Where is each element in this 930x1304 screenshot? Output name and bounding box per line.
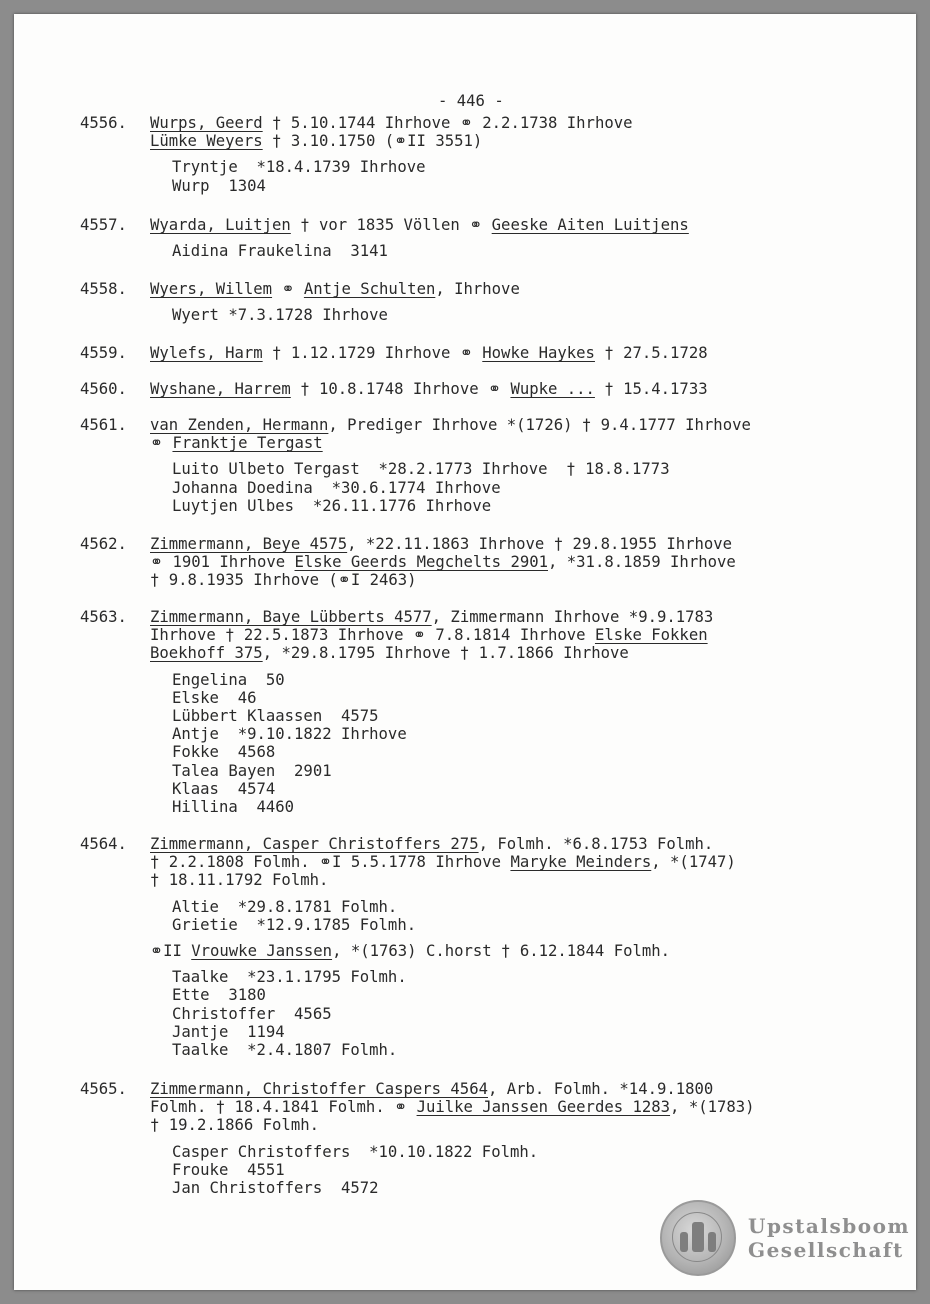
entry-line bbox=[150, 1080, 900, 1098]
entry-text: Folmh. † 18.4.1841 Folmh. ⚭ bbox=[150, 1098, 417, 1117]
children-list bbox=[172, 460, 900, 515]
entry-line bbox=[150, 280, 900, 298]
children-list bbox=[172, 242, 900, 260]
entry-4561 bbox=[80, 416, 900, 515]
entry-number: 4564. bbox=[80, 835, 127, 853]
person-name: Juilke Janssen Geerdes 1283 bbox=[416, 1098, 671, 1117]
entry-line bbox=[150, 535, 900, 553]
entry-text: † vor 1835 Völlen ⚭ bbox=[290, 216, 492, 234]
child-item: Talea Bayen 2901 bbox=[172, 761, 332, 780]
entry-4562 bbox=[80, 535, 900, 590]
person-name: Wyarda, Luitjen bbox=[150, 216, 291, 234]
child-item: Ette 3180 bbox=[172, 986, 266, 1005]
entry-line bbox=[150, 871, 900, 889]
society-brand bbox=[748, 1214, 910, 1262]
child-item: Christoffer 4565 bbox=[172, 1004, 332, 1023]
person-name: Wylefs, Harm bbox=[150, 344, 263, 362]
entry-line bbox=[150, 344, 900, 362]
entry-4560 bbox=[80, 380, 900, 398]
children-list bbox=[172, 671, 900, 817]
person-name: van Zenden, Hermann bbox=[150, 416, 329, 434]
entry-text: , Zimmermann Ihrhove *9.9.1783 bbox=[431, 608, 714, 626]
child-item: Jan Christoffers 4572 bbox=[172, 1178, 379, 1197]
person-name: Wurps, Geerd bbox=[150, 114, 263, 132]
entry-text: , *31.8.1859 Ihrhove bbox=[548, 553, 736, 572]
child-item: Altie *29.8.1781 Folmh. bbox=[172, 897, 398, 916]
document-page bbox=[14, 14, 916, 1290]
child-item: Elske 46 bbox=[172, 688, 257, 707]
entry-text: , Folmh. *6.8.1753 Folmh. bbox=[478, 835, 714, 853]
entry-line bbox=[150, 553, 900, 571]
entry-text: † 18.11.1792 Folmh. bbox=[150, 871, 329, 890]
entry-text: ⚭ bbox=[272, 280, 304, 298]
entry-line bbox=[150, 1098, 900, 1116]
person-name: Franktje Tergast bbox=[172, 434, 323, 453]
entry-text: † 1.12.1729 Ihrhove ⚭ bbox=[262, 344, 483, 362]
brand-line-1: Upstalsboom bbox=[748, 1214, 911, 1238]
entry-line bbox=[150, 571, 900, 589]
entry-line bbox=[150, 942, 900, 960]
entry-line bbox=[150, 114, 900, 132]
entry-text: † 2.2.1808 Folmh. ⚭I 5.5.1778 Ihrhove bbox=[150, 853, 511, 872]
entry-text: Ihrhove † 22.5.1873 Ihrhove ⚭ 7.8.1814 Ihrhove bbox=[150, 626, 595, 645]
child-item: Frouke 4551 bbox=[172, 1160, 285, 1179]
person-name: Geeske Aiten Luitjens bbox=[491, 216, 689, 234]
child-item: Hillina 4460 bbox=[172, 797, 295, 816]
entry-number: 4563. bbox=[80, 608, 127, 626]
entry-text: , *(1763) C.horst † 6.12.1844 Folmh. bbox=[332, 941, 671, 960]
entry-text: , *29.8.1795 Ihrhove † 1.7.1866 Ihrhove bbox=[262, 644, 629, 663]
entry-text: , Prediger Ihrhove *(1726) † 9.4.1777 Ihrhove bbox=[328, 416, 751, 434]
entry-number: 4562. bbox=[80, 535, 127, 553]
entry-body bbox=[150, 344, 900, 362]
child-item: Luito Ulbeto Tergast *28.2.1773 Ihrhove † 18.8.1773 bbox=[172, 460, 670, 479]
person-name: Antje Schulten bbox=[303, 280, 436, 298]
children-list bbox=[172, 158, 900, 194]
person-name: Zimmermann, Beye 4575 bbox=[150, 535, 348, 553]
person-name: Maryke Meinders bbox=[510, 853, 652, 872]
document-body bbox=[14, 14, 916, 1290]
entry-body bbox=[150, 280, 900, 324]
entry-4556 bbox=[80, 114, 900, 195]
entry-text: † 3.10.1750 (⚭II 3551) bbox=[262, 132, 483, 151]
entry-4563 bbox=[80, 608, 900, 816]
child-item: Engelina 50 bbox=[172, 670, 285, 689]
page-number: - 446 - bbox=[438, 92, 504, 110]
entry-number: 4558. bbox=[80, 280, 127, 298]
entry-number: 4556. bbox=[80, 114, 127, 132]
entry-number: 4565. bbox=[80, 1080, 127, 1098]
child-item: Lübbert Klaassen 4575 bbox=[172, 706, 379, 725]
person-name: Wyers, Willem bbox=[150, 280, 273, 298]
person-name: Zimmermann, Baye Lübberts 4577 bbox=[150, 608, 432, 626]
person-name: Zimmermann, Christoffer Caspers 4564 bbox=[150, 1080, 488, 1098]
children-list bbox=[172, 968, 900, 1059]
entry-number: 4561. bbox=[80, 416, 127, 434]
entry-text: , *(1747) bbox=[651, 853, 736, 872]
entry-text: † 5.10.1744 Ihrhove ⚭ 2.2.1738 Ihrhove bbox=[262, 114, 633, 132]
person-name: Lümke Weyers bbox=[150, 132, 263, 151]
entry-4565 bbox=[80, 1080, 900, 1197]
child-item: Klaas 4574 bbox=[172, 779, 276, 798]
entry-line bbox=[150, 608, 900, 626]
child-item: Tryntje *18.4.1739 Ihrhove bbox=[172, 158, 426, 177]
entry-text: † 19.2.1866 Folmh. bbox=[150, 1116, 319, 1135]
person-name: Wyshane, Harrem bbox=[150, 380, 291, 398]
entry-body bbox=[150, 835, 900, 1059]
entry-text: † 27.5.1728 bbox=[594, 344, 708, 362]
children-list bbox=[172, 306, 900, 324]
entry-4564 bbox=[80, 835, 900, 1059]
child-item: Aidina Fraukelina 3141 bbox=[172, 242, 388, 261]
entry-number: 4559. bbox=[80, 344, 127, 362]
entry-4559 bbox=[80, 344, 900, 362]
entry-body bbox=[150, 535, 900, 590]
child-item: Taalke *2.4.1807 Folmh. bbox=[172, 1040, 398, 1059]
child-item: Grietie *12.9.1785 Folmh. bbox=[172, 915, 417, 934]
person-name: Zimmermann, Casper Christoffers 275 bbox=[150, 835, 479, 853]
person-name: Elske Geerds Megchelts 2901 bbox=[294, 553, 548, 572]
entry-body bbox=[150, 114, 900, 195]
entry-body bbox=[150, 216, 900, 260]
child-item: Jantje 1194 bbox=[172, 1022, 285, 1041]
person-name: Elske Fokken bbox=[594, 626, 708, 645]
child-item: Wyert *7.3.1728 Ihrhove bbox=[172, 306, 388, 325]
person-name: Vrouwke Janssen bbox=[191, 941, 333, 960]
entry-line bbox=[150, 380, 900, 398]
entry-text: , *(1783) bbox=[670, 1098, 755, 1117]
child-item: Antje *9.10.1822 Ihrhove bbox=[172, 725, 407, 744]
person-name: Boekhoff 375 bbox=[150, 644, 263, 663]
society-seal-logo bbox=[660, 1200, 736, 1276]
entry-line bbox=[150, 626, 900, 644]
brand-line-2: Gesellschaft bbox=[748, 1238, 904, 1262]
entry-text: , *22.11.1863 Ihrhove † 29.8.1955 Ihrhove bbox=[347, 535, 733, 553]
child-item: Fokke 4568 bbox=[172, 743, 276, 762]
entry-text: † 10.8.1748 Ihrhove ⚭ bbox=[290, 380, 511, 398]
person-name: Wupke ... bbox=[510, 380, 595, 398]
entry-number: 4557. bbox=[80, 216, 127, 234]
entry-text: ⚭ bbox=[150, 434, 173, 453]
entry-line bbox=[150, 434, 900, 452]
entry-line bbox=[150, 1116, 900, 1134]
entry-text: † 9.8.1935 Ihrhove (⚭I 2463) bbox=[150, 571, 417, 590]
entry-text: ⚭II bbox=[150, 941, 192, 960]
entry-text: , Ihrhove bbox=[435, 280, 520, 298]
entry-line bbox=[150, 853, 900, 871]
entry-text: † 15.4.1733 bbox=[594, 380, 708, 398]
entry-line bbox=[150, 216, 900, 234]
entry-text: ⚭ 1901 Ihrhove bbox=[150, 553, 295, 572]
person-name: Howke Haykes bbox=[482, 344, 595, 362]
child-item: Taalke *23.1.1795 Folmh. bbox=[172, 968, 407, 987]
child-item: Luytjen Ulbes *26.11.1776 Ihrhove bbox=[172, 496, 492, 515]
child-item: Johanna Doedina *30.6.1774 Ihrhove bbox=[172, 478, 501, 497]
children-list bbox=[172, 1143, 900, 1198]
entry-body bbox=[150, 380, 900, 398]
child-item: Casper Christoffers *10.10.1822 Folmh. bbox=[172, 1142, 539, 1161]
entry-4557 bbox=[80, 216, 900, 260]
entry-body bbox=[150, 416, 900, 515]
second-marriage bbox=[150, 942, 900, 960]
child-item: Wurp 1304 bbox=[172, 176, 266, 195]
entry-line bbox=[150, 416, 900, 434]
entry-body bbox=[150, 1080, 900, 1197]
entry-number: 4560. bbox=[80, 380, 127, 398]
entry-line bbox=[150, 835, 900, 853]
entry-line bbox=[150, 132, 900, 150]
entry-text: , Arb. Folmh. *14.9.1800 bbox=[487, 1080, 714, 1098]
entry-4558 bbox=[80, 280, 900, 324]
entry-body bbox=[150, 608, 900, 816]
entry-line bbox=[150, 644, 900, 662]
children-list bbox=[172, 898, 900, 934]
